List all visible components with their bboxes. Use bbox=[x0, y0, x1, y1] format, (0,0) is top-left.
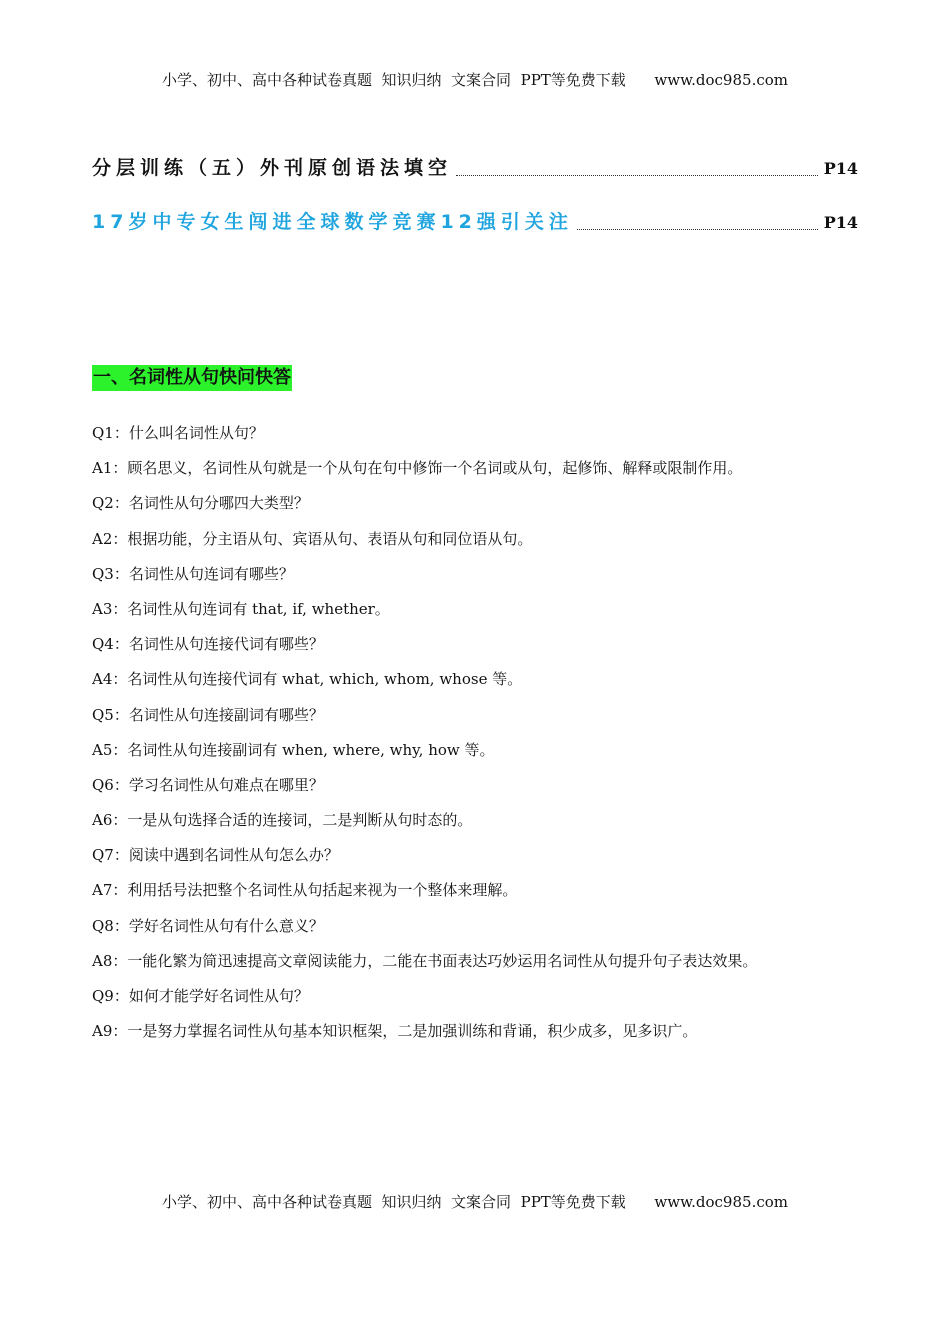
qa-question: Q2：名词性从句分哪四大类型？ bbox=[92, 494, 309, 513]
qa-question: Q7：阅读中遇到名词性从句怎么办？ bbox=[92, 846, 339, 865]
qa-question: Q5：名词性从句连接副词有哪些？ bbox=[92, 705, 324, 724]
toc-title: 分层训练（五）外刊原创语法填空 bbox=[92, 157, 453, 179]
qa-question: Q1：什么叫名词性从句？ bbox=[92, 424, 264, 442]
section-heading: 一、名词性从句快问快答 bbox=[92, 365, 292, 391]
toc-leader-dots bbox=[577, 228, 818, 230]
toc-page-number: P14 bbox=[823, 213, 858, 232]
qa-question: Q3：名词性从句连词有哪些？ bbox=[92, 564, 294, 583]
qa-answer: A1：顾名思义，名词性从句就是一个从句在句中修饰一个名词或从句，起修饰、解释或限制作用。 bbox=[92, 459, 743, 478]
page-footer: 小学、初中、高中各种试卷真题 知识归纳 文案合同 PPT等免费下载 www.doc985.com bbox=[161, 1193, 788, 1211]
qa-answer: A5：名词性从句连接副词有 when, where, why, how 等。 bbox=[92, 740, 495, 759]
page-header: 小学、初中、高中各种试卷真题 知识归纳 文案合同 PPT等免费下载 www.doc985.com bbox=[161, 71, 788, 89]
toc-entry-1[interactable] bbox=[92, 154, 858, 180]
toc-title: 17岁中专女生闯进全球数学竞赛12强引关注 bbox=[92, 211, 573, 233]
qa-question: Q6：学习名词性从句难点在哪里？ bbox=[92, 775, 324, 794]
qa-question: Q4：名词性从句连接代词有哪些？ bbox=[92, 635, 324, 654]
qa-list bbox=[92, 416, 892, 1049]
qa-question: Q8：学好名词性从句有什么意义？ bbox=[92, 916, 324, 935]
qa-answer: A8：一能化繁为简迅速提高文章阅读能力，二能在书面表达巧妙运用名词性从句提升句子表达效果。 bbox=[92, 951, 758, 970]
qa-answer: A9：一是努力掌握名词性从句基本知识框架，二是加强训练和背诵，积少成多，见多识广。 bbox=[92, 1022, 698, 1041]
toc-leader-dots bbox=[456, 174, 818, 176]
toc-page-number: P14 bbox=[823, 159, 858, 178]
qa-answer: A7：利用括号法把整个名词性从句括起来视为一个整体来理解。 bbox=[92, 881, 518, 900]
qa-question: Q9：如何才能学好名词性从句？ bbox=[92, 987, 309, 1005]
qa-answer: A3：名词性从句连词有 that, if, whether。 bbox=[92, 599, 390, 618]
qa-answer: A6：一是从句选择合适的连接词，二是判断从句时态的。 bbox=[92, 811, 473, 830]
qa-answer: A2：根据功能，分主语从句、宾语从句、表语从句和同位语从句。 bbox=[92, 529, 533, 548]
toc-entry-2[interactable] bbox=[92, 208, 858, 234]
qa-answer: A4：名词性从句连接代词有 what, which, whom, whose 等。 bbox=[92, 670, 523, 689]
